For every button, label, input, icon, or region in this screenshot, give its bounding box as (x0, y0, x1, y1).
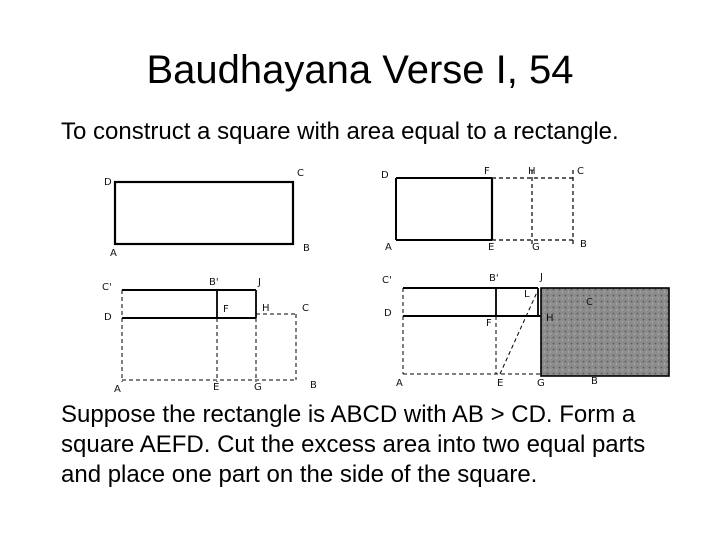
label-b: B (310, 380, 317, 391)
label-d: D (104, 177, 112, 188)
label-b-prime: B' (489, 273, 499, 284)
label-h: H (546, 313, 554, 324)
label-e: E (497, 378, 504, 389)
label-g: G (532, 242, 540, 253)
label-a: A (110, 248, 117, 259)
summary-text: Suppose the rectangle is ABCD with AB > CD. Form a square AEFD. Cut the excess area into two equal parts and place one part on the side of the square. (61, 401, 646, 488)
label-c-prime: C' (382, 275, 392, 286)
label-b: B (580, 239, 587, 250)
label-c: C (302, 303, 309, 314)
label-a: A (396, 378, 403, 389)
label-l: L (524, 289, 530, 300)
rectangle-abcd (115, 182, 293, 244)
label-a: A (114, 384, 121, 395)
label-b: B (591, 376, 598, 387)
label-g: G (254, 382, 262, 393)
label-d: D (384, 308, 392, 319)
label-c: C (577, 166, 584, 177)
label-j: J (540, 272, 543, 283)
shaded-difference-square (541, 288, 669, 376)
label-j: J (258, 277, 261, 288)
label-c-prime: C' (102, 282, 112, 293)
label-b: B (303, 243, 310, 254)
label-h: H (262, 303, 270, 314)
label-b-prime: B' (209, 277, 219, 288)
label-a: A (385, 242, 392, 253)
slide-title: Baudhayana Verse I, 54 (146, 48, 574, 92)
label-f: F (484, 166, 490, 177)
label-f: F (223, 304, 229, 315)
intro-text: To construct a square with area equal to a rectangle. (61, 118, 619, 145)
label-h: H (528, 166, 536, 177)
label-g: G (537, 378, 545, 389)
figure-3-rearranged (102, 277, 317, 395)
label-e: E (213, 382, 220, 393)
diagonal-el (500, 290, 538, 374)
figure-1-rectangle (104, 168, 310, 259)
label-e: E (488, 242, 495, 253)
label-c: C (297, 168, 304, 179)
label-c: C (586, 297, 593, 308)
label-d: D (104, 312, 112, 323)
label-d: D (381, 170, 389, 181)
label-f: F (486, 318, 492, 329)
figure-2-square-split (381, 166, 587, 253)
figure-4-completed (382, 272, 669, 389)
